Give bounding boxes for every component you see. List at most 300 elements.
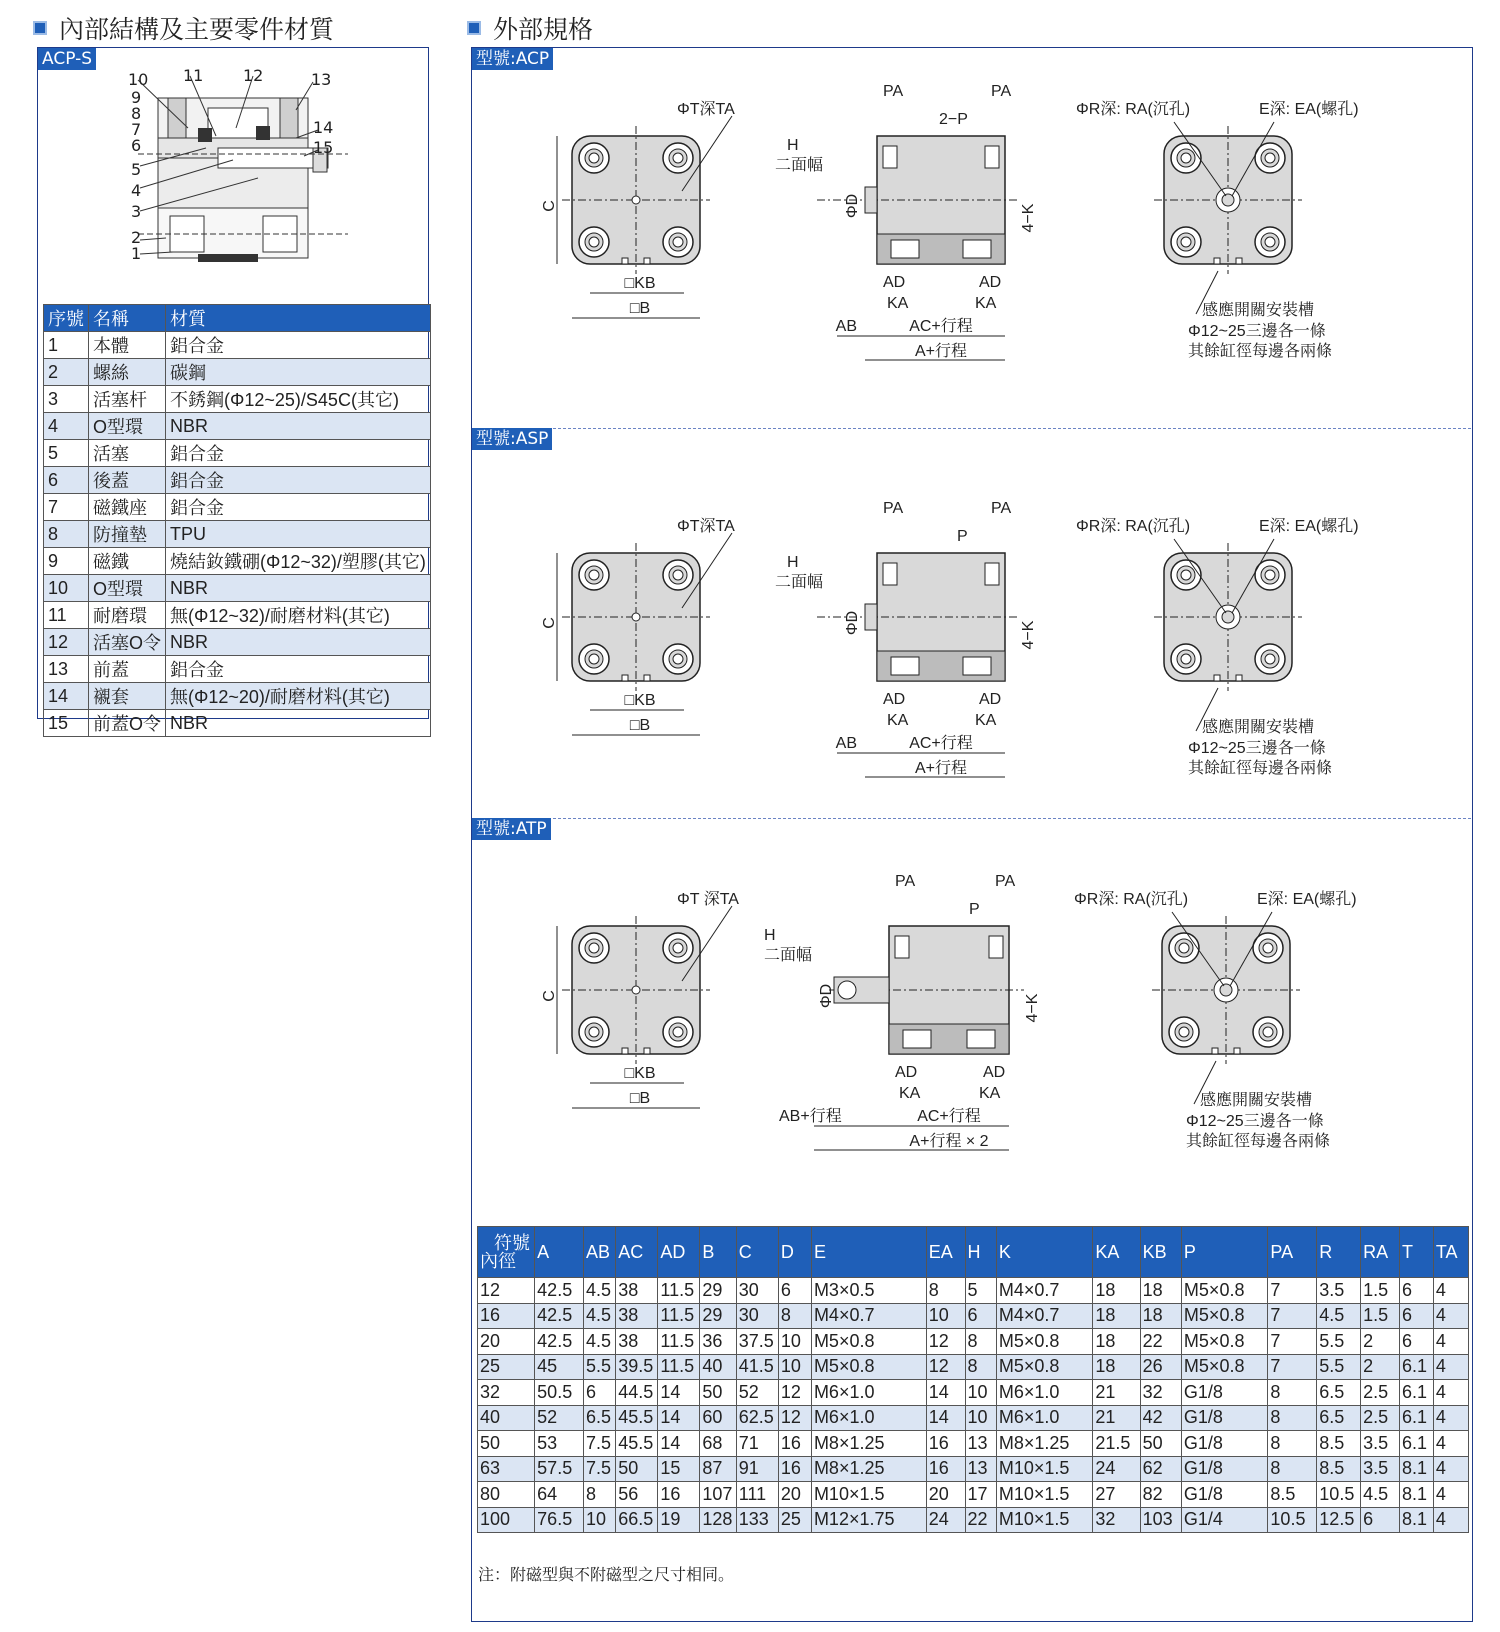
- spec-cell: 53: [535, 1431, 584, 1457]
- spec-cell: 8: [778, 1303, 811, 1329]
- ad-right-label: AD: [979, 691, 1002, 708]
- spec-cell: 4: [1433, 1329, 1468, 1355]
- parts-cell: 鋁合金: [166, 656, 431, 683]
- spec-cell: 50: [1140, 1431, 1181, 1457]
- spec-cell: M10×1.5: [996, 1482, 1093, 1508]
- spec-cell: M5×0.8: [1181, 1329, 1268, 1355]
- spec-cell: 10: [778, 1354, 811, 1380]
- parts-header: 序號: [44, 305, 89, 332]
- spec-cell: 17: [965, 1482, 996, 1508]
- end-view: [562, 916, 710, 1064]
- spec-cell: 8: [1268, 1456, 1317, 1482]
- e-label: E深: EA(螺孔): [1259, 101, 1359, 118]
- footnote: 注：附磁型與不附磁型之尺寸相同。: [478, 1567, 735, 1584]
- kb-label: □KB: [624, 1065, 656, 1082]
- spec-cell: 12: [478, 1278, 535, 1304]
- spec-cell: 8.5: [1317, 1456, 1361, 1482]
- spec-cell: 10: [965, 1405, 996, 1431]
- parts-cell: 本體: [89, 332, 166, 359]
- end-view: [1154, 543, 1302, 691]
- spec-cell: 7: [1268, 1278, 1317, 1304]
- ad-left-label: AD: [883, 274, 906, 291]
- spec-cell: 128: [700, 1507, 736, 1533]
- ka-left-label: KA: [887, 712, 909, 729]
- spec-cell: M8×1.25: [996, 1431, 1093, 1457]
- spec-cell: 14: [926, 1380, 965, 1406]
- spec-cell: 16: [778, 1431, 811, 1457]
- parts-cell: 2: [44, 359, 89, 386]
- spec-cell: 1.5: [1361, 1278, 1400, 1304]
- callout-7: 7: [131, 120, 142, 139]
- d-label: ΦD: [844, 610, 861, 636]
- parts-row: [44, 683, 431, 710]
- parts-row: [44, 413, 431, 440]
- spec-cell: 2: [1361, 1354, 1400, 1380]
- spec-cell: M5×0.8: [811, 1329, 926, 1355]
- spec-cell: 4: [1433, 1431, 1468, 1457]
- spec-cell: 6: [1400, 1303, 1434, 1329]
- spec-cell: 32: [1140, 1380, 1181, 1406]
- parts-row: [44, 656, 431, 683]
- spec-cell: 22: [965, 1507, 996, 1533]
- spec-header: KA: [1093, 1227, 1140, 1278]
- model-tag: 型號:ASP: [472, 428, 552, 450]
- parts-cell: 活塞杆: [89, 386, 166, 413]
- two-flat-label: 二面幅: [764, 947, 813, 964]
- spec-header: K: [996, 1227, 1093, 1278]
- spec-cell: 32: [478, 1380, 535, 1406]
- spec-cell: 10: [584, 1507, 616, 1533]
- model-tag-acp-s: ACP-S: [38, 48, 96, 70]
- h-label: H: [764, 927, 776, 944]
- spec-cell: 38: [616, 1278, 658, 1304]
- spec-cell: 13: [965, 1431, 996, 1457]
- callout-13: 13: [311, 70, 332, 89]
- spec-header: C: [736, 1227, 778, 1278]
- spec-cell: 4.5: [584, 1303, 616, 1329]
- spec-cell: 25: [478, 1354, 535, 1380]
- spec-header: AC: [616, 1227, 658, 1278]
- end-view: [562, 543, 710, 691]
- spec-cell: 12: [926, 1329, 965, 1355]
- spec-cell: 4: [1433, 1380, 1468, 1406]
- spec-cell: 45: [535, 1354, 584, 1380]
- spec-cell: 42.5: [535, 1278, 584, 1304]
- parts-row: [44, 710, 431, 737]
- parts-cell: 11: [44, 602, 89, 629]
- spec-cell: M10×1.5: [811, 1482, 926, 1508]
- spec-cell: 29: [700, 1303, 736, 1329]
- spec-cell: 76.5: [535, 1507, 584, 1533]
- spec-cell: 8.1: [1400, 1456, 1434, 1482]
- model-block-2: [472, 818, 1472, 1198]
- parts-cell: 8: [44, 521, 89, 548]
- spec-header: T: [1400, 1227, 1434, 1278]
- spec-cell: M6×1.0: [996, 1380, 1093, 1406]
- b-label: □B: [629, 717, 651, 734]
- r-label: ΦR深: RA(沉孔): [1076, 101, 1191, 118]
- parts-cell: 6: [44, 467, 89, 494]
- spec-cell: 44.5: [616, 1380, 658, 1406]
- callout-6: 6: [131, 136, 142, 155]
- spec-cell: M5×0.8: [996, 1329, 1093, 1355]
- phi-t-label: ΦT深TA: [677, 518, 735, 535]
- spec-cell: G1/4: [1181, 1507, 1268, 1533]
- c-label: C: [541, 617, 558, 629]
- parts-cell: TPU: [166, 521, 431, 548]
- spec-cell: 107: [700, 1482, 736, 1508]
- spec-cell: 6: [584, 1380, 616, 1406]
- spec-cell: M12×1.75: [811, 1507, 926, 1533]
- spec-cell: 16: [778, 1456, 811, 1482]
- a-label: A+行程 × 2: [909, 1133, 989, 1150]
- spec-cell: 52: [736, 1380, 778, 1406]
- parts-cell: 燒結釹鐵硼(Φ12~32)/塑膠(其它): [166, 548, 431, 575]
- parts-cell: 前蓋: [89, 656, 166, 683]
- spec-cell: 6: [1400, 1329, 1434, 1355]
- port-label: P: [969, 901, 980, 918]
- parts-cell: 10: [44, 575, 89, 602]
- spec-cell: 7: [1268, 1354, 1317, 1380]
- parts-cell: 不銹鋼(Φ12~25)/S45C(其它): [166, 386, 431, 413]
- spec-cell: 8: [1268, 1431, 1317, 1457]
- end-view: [1152, 916, 1300, 1064]
- b-label: □B: [629, 300, 651, 317]
- spec-cell: 64: [535, 1482, 584, 1508]
- end-view: [562, 126, 710, 274]
- spec-cell: 38: [616, 1303, 658, 1329]
- spec-cell: 4.5: [1317, 1303, 1361, 1329]
- parts-row: [44, 386, 431, 413]
- parts-cell: 螺絲: [89, 359, 166, 386]
- callout-12: 12: [243, 66, 264, 85]
- spec-cell: M10×1.5: [996, 1456, 1093, 1482]
- spec-row: [478, 1456, 1469, 1482]
- phi-t-label: ΦT深TA: [677, 101, 735, 118]
- spec-cell: 21.5: [1093, 1431, 1140, 1457]
- spec-cell: M10×1.5: [996, 1507, 1093, 1533]
- k-label: 4−K: [1020, 203, 1037, 233]
- parts-table: [43, 304, 431, 737]
- e-label: E深: EA(螺孔): [1259, 518, 1359, 535]
- a-label: A+行程: [914, 760, 968, 777]
- pa-left-label: PA: [883, 83, 904, 100]
- spec-cell: 8: [584, 1482, 616, 1508]
- spec-header: H: [965, 1227, 996, 1278]
- spec-cell: G1/8: [1181, 1380, 1268, 1406]
- spec-cell: M5×0.8: [996, 1354, 1093, 1380]
- d-label: ΦD: [818, 983, 835, 1009]
- spec-cell: 6: [778, 1278, 811, 1304]
- spec-row: [478, 1354, 1469, 1380]
- spec-cell: 12: [778, 1380, 811, 1406]
- parts-cell: NBR: [166, 413, 431, 440]
- spec-cell: 18: [1093, 1303, 1140, 1329]
- spec-cell: 36: [700, 1329, 736, 1355]
- spec-cell: 8: [965, 1329, 996, 1355]
- spec-cell: 14: [658, 1380, 700, 1406]
- spec-cell: 103: [1140, 1507, 1181, 1533]
- spec-cell: 4: [1433, 1507, 1468, 1533]
- spec-cell: 25: [778, 1507, 811, 1533]
- spec-cell: 37.5: [736, 1329, 778, 1355]
- ka-right-label: KA: [975, 295, 997, 312]
- sensor-note-1: Φ12~25三邊各一條: [1188, 740, 1326, 757]
- spec-cell: 38: [616, 1329, 658, 1355]
- parts-cell: 耐磨環: [89, 602, 166, 629]
- spec-cell: 3.5: [1361, 1456, 1400, 1482]
- ad-right-label: AD: [979, 274, 1002, 291]
- spec-row: [478, 1507, 1469, 1533]
- parts-row: [44, 575, 431, 602]
- spec-row: [478, 1431, 1469, 1457]
- spec-cell: 4: [1433, 1354, 1468, 1380]
- spec-header: B: [700, 1227, 736, 1278]
- cross-section-drawing: [118, 68, 358, 308]
- spec-cell: 29: [700, 1278, 736, 1304]
- parts-cell: 13: [44, 656, 89, 683]
- parts-row: [44, 602, 431, 629]
- spec-cell: 24: [1093, 1456, 1140, 1482]
- a-label: A+行程: [914, 343, 968, 360]
- parts-cell: 活塞: [89, 440, 166, 467]
- spec-cell: M8×1.25: [811, 1431, 926, 1457]
- ka-right-label: KA: [979, 1085, 1001, 1102]
- parts-row: [44, 629, 431, 656]
- spec-cell: 62.5: [736, 1405, 778, 1431]
- spec-cell: 1.5: [1361, 1303, 1400, 1329]
- spec-cell: M5×0.8: [811, 1354, 926, 1380]
- spec-cell: 5: [965, 1278, 996, 1304]
- ad-right-label: AD: [983, 1064, 1006, 1081]
- ad-left-label: AD: [883, 691, 906, 708]
- pa-left-label: PA: [895, 873, 916, 890]
- pa-right-label: PA: [995, 873, 1016, 890]
- parts-cell: O型環: [89, 413, 166, 440]
- spec-cell: 4: [1433, 1482, 1468, 1508]
- ac-label: AC+行程: [909, 735, 973, 752]
- spec-cell: 40: [700, 1354, 736, 1380]
- spec-table: [477, 1226, 1469, 1533]
- parts-cell: 碳鋼: [166, 359, 431, 386]
- parts-cell: NBR: [166, 629, 431, 656]
- spec-cell: 19: [658, 1507, 700, 1533]
- ad-left-label: AD: [895, 1064, 918, 1081]
- spec-cell: 18: [1093, 1354, 1140, 1380]
- spec-header: AD: [658, 1227, 700, 1278]
- model-tag: 型號:ACP: [472, 48, 553, 70]
- spec-cell: 2.5: [1361, 1380, 1400, 1406]
- spec-cell: 5.5: [1317, 1354, 1361, 1380]
- r-label: ΦR深: RA(沉孔): [1074, 891, 1189, 908]
- spec-cell: 14: [658, 1431, 700, 1457]
- sensor-note-1: Φ12~25三邊各一條: [1188, 323, 1326, 340]
- parts-cell: 5: [44, 440, 89, 467]
- spec-cell: 41.5: [736, 1354, 778, 1380]
- spec-cell: 6.1: [1400, 1380, 1434, 1406]
- spec-cell: 50: [700, 1380, 736, 1406]
- spec-cell: 10.5: [1317, 1482, 1361, 1508]
- parts-row: [44, 494, 431, 521]
- right-panel: [471, 47, 1473, 1622]
- callout-2: 2: [131, 228, 142, 247]
- spec-row: [478, 1278, 1469, 1304]
- spec-row: [478, 1482, 1469, 1508]
- spec-cell: 4.5: [584, 1278, 616, 1304]
- spec-cell: 40: [478, 1405, 535, 1431]
- spec-cell: 3.5: [1361, 1431, 1400, 1457]
- spec-header: EA: [926, 1227, 965, 1278]
- pa-right-label: PA: [991, 83, 1012, 100]
- parts-row: [44, 467, 431, 494]
- k-label: 4−K: [1020, 620, 1037, 650]
- sensor-note-1: Φ12~25三邊各一條: [1186, 1113, 1324, 1130]
- spec-cell: 63: [478, 1456, 535, 1482]
- c-label: C: [541, 200, 558, 212]
- ka-right-label: KA: [975, 712, 997, 729]
- spec-cell: 39.5: [616, 1354, 658, 1380]
- spec-cell: 16: [926, 1456, 965, 1482]
- phi-t-label: ΦT 深TA: [677, 891, 739, 908]
- sensor-note-2: 其餘缸徑每邊各兩條: [1188, 343, 1333, 360]
- ac-label: AC+行程: [909, 318, 973, 335]
- right-section-title: 外部規格: [467, 10, 593, 46]
- spec-cell: 20: [478, 1329, 535, 1355]
- spec-cell: 11.5: [658, 1354, 700, 1380]
- spec-cell: 133: [736, 1507, 778, 1533]
- model-block-0: [472, 48, 1472, 428]
- spec-cell: 16: [658, 1482, 700, 1508]
- c-label: C: [541, 990, 558, 1002]
- spec-cell: 14: [926, 1405, 965, 1431]
- spec-cell: 56: [616, 1482, 658, 1508]
- spec-cell: 6.5: [1317, 1405, 1361, 1431]
- spec-cell: 15: [658, 1456, 700, 1482]
- parts-cell: 鋁合金: [166, 332, 431, 359]
- spec-cell: 18: [1140, 1278, 1181, 1304]
- parts-cell: 無(Φ12~20)/耐磨材料(其它): [166, 683, 431, 710]
- spec-cell: M5×0.8: [1181, 1354, 1268, 1380]
- spec-cell: 32: [1093, 1507, 1140, 1533]
- spec-header: RA: [1361, 1227, 1400, 1278]
- spec-cell: 80: [478, 1482, 535, 1508]
- parts-cell: 鋁合金: [166, 440, 431, 467]
- spec-cell: 6: [1400, 1278, 1434, 1304]
- spec-cell: 8.5: [1268, 1482, 1317, 1508]
- model-drawing: [472, 436, 1472, 806]
- parts-cell: 無(Φ12~32)/耐磨材料(其它): [166, 602, 431, 629]
- spec-header: A: [535, 1227, 584, 1278]
- spec-cell: G1/8: [1181, 1405, 1268, 1431]
- spec-cell: 13: [965, 1456, 996, 1482]
- spec-cell: 3.5: [1317, 1278, 1361, 1304]
- parts-cell: 襯套: [89, 683, 166, 710]
- parts-header: 材質: [166, 305, 431, 332]
- spec-cell: 12: [926, 1354, 965, 1380]
- spec-cell: 4: [1433, 1303, 1468, 1329]
- spec-cell: 4: [1433, 1456, 1468, 1482]
- spec-cell: 60: [700, 1405, 736, 1431]
- left-section-title: 內部結構及主要零件材質: [33, 10, 334, 46]
- spec-cell: M6×1.0: [996, 1405, 1093, 1431]
- side-view: [829, 926, 1024, 1054]
- sensor-label: 感應開關安裝槽: [1202, 302, 1315, 319]
- h-label: H: [787, 137, 799, 154]
- spec-cell: 14: [658, 1405, 700, 1431]
- spec-cell: 6: [1361, 1507, 1400, 1533]
- ka-left-label: KA: [899, 1085, 921, 1102]
- callout-9: 9: [131, 88, 142, 107]
- spec-cell: 30: [736, 1303, 778, 1329]
- b-label: □B: [629, 1090, 651, 1107]
- parts-row: [44, 359, 431, 386]
- spec-cell: 57.5: [535, 1456, 584, 1482]
- spec-cell: M5×0.8: [1181, 1303, 1268, 1329]
- parts-cell: 鋁合金: [166, 467, 431, 494]
- spec-cell: 11.5: [658, 1278, 700, 1304]
- parts-cell: 鋁合金: [166, 494, 431, 521]
- kb-label: □KB: [624, 692, 656, 709]
- parts-cell: 磁鐵: [89, 548, 166, 575]
- spec-cell: M3×0.5: [811, 1278, 926, 1304]
- model-block-1: [472, 428, 1472, 808]
- spec-cell: 50.5: [535, 1380, 584, 1406]
- spec-cell: 7.5: [584, 1431, 616, 1457]
- spec-cell: 11.5: [658, 1329, 700, 1355]
- spec-row: [478, 1405, 1469, 1431]
- spec-cell: 30: [736, 1278, 778, 1304]
- spec-cell: 6.1: [1400, 1405, 1434, 1431]
- spec-cell: M6×1.0: [811, 1380, 926, 1406]
- parts-cell: 14: [44, 683, 89, 710]
- spec-cell: 91: [736, 1456, 778, 1482]
- spec-cell: 7.5: [584, 1456, 616, 1482]
- parts-cell: 15: [44, 710, 89, 737]
- spec-cell: 20: [926, 1482, 965, 1508]
- spec-cell: 21: [1093, 1405, 1140, 1431]
- parts-cell: 磁鐵座: [89, 494, 166, 521]
- spec-cell: 50: [478, 1431, 535, 1457]
- spec-cell: G1/8: [1181, 1482, 1268, 1508]
- spec-cell: 4.5: [584, 1329, 616, 1355]
- spec-cell: 52: [535, 1405, 584, 1431]
- spec-header: P: [1181, 1227, 1268, 1278]
- spec-cell: 45.5: [616, 1405, 658, 1431]
- spec-cell: 8.1: [1400, 1507, 1434, 1533]
- spec-cell: 16: [926, 1431, 965, 1457]
- spec-row: [478, 1303, 1469, 1329]
- spec-cell: 42.5: [535, 1303, 584, 1329]
- spec-header: R: [1317, 1227, 1361, 1278]
- bullet-square-icon: [467, 21, 481, 35]
- spec-cell: M4×0.7: [996, 1303, 1093, 1329]
- spec-cell: 6.5: [1317, 1380, 1361, 1406]
- parts-cell: 12: [44, 629, 89, 656]
- spec-cell: 10.5: [1268, 1507, 1317, 1533]
- spec-cell: M4×0.7: [811, 1303, 926, 1329]
- spec-cell: 45.5: [616, 1431, 658, 1457]
- e-label: E深: EA(螺孔): [1257, 891, 1357, 908]
- port-label: P: [957, 528, 968, 545]
- k-label: 4−K: [1024, 993, 1041, 1023]
- spec-cell: 87: [700, 1456, 736, 1482]
- spec-row: [478, 1380, 1469, 1406]
- parts-cell: 防撞墊: [89, 521, 166, 548]
- two-flat-label: 二面幅: [775, 574, 824, 591]
- ac-label: AC+行程: [917, 1108, 981, 1125]
- spec-header: PA: [1268, 1227, 1317, 1278]
- parts-cell: 7: [44, 494, 89, 521]
